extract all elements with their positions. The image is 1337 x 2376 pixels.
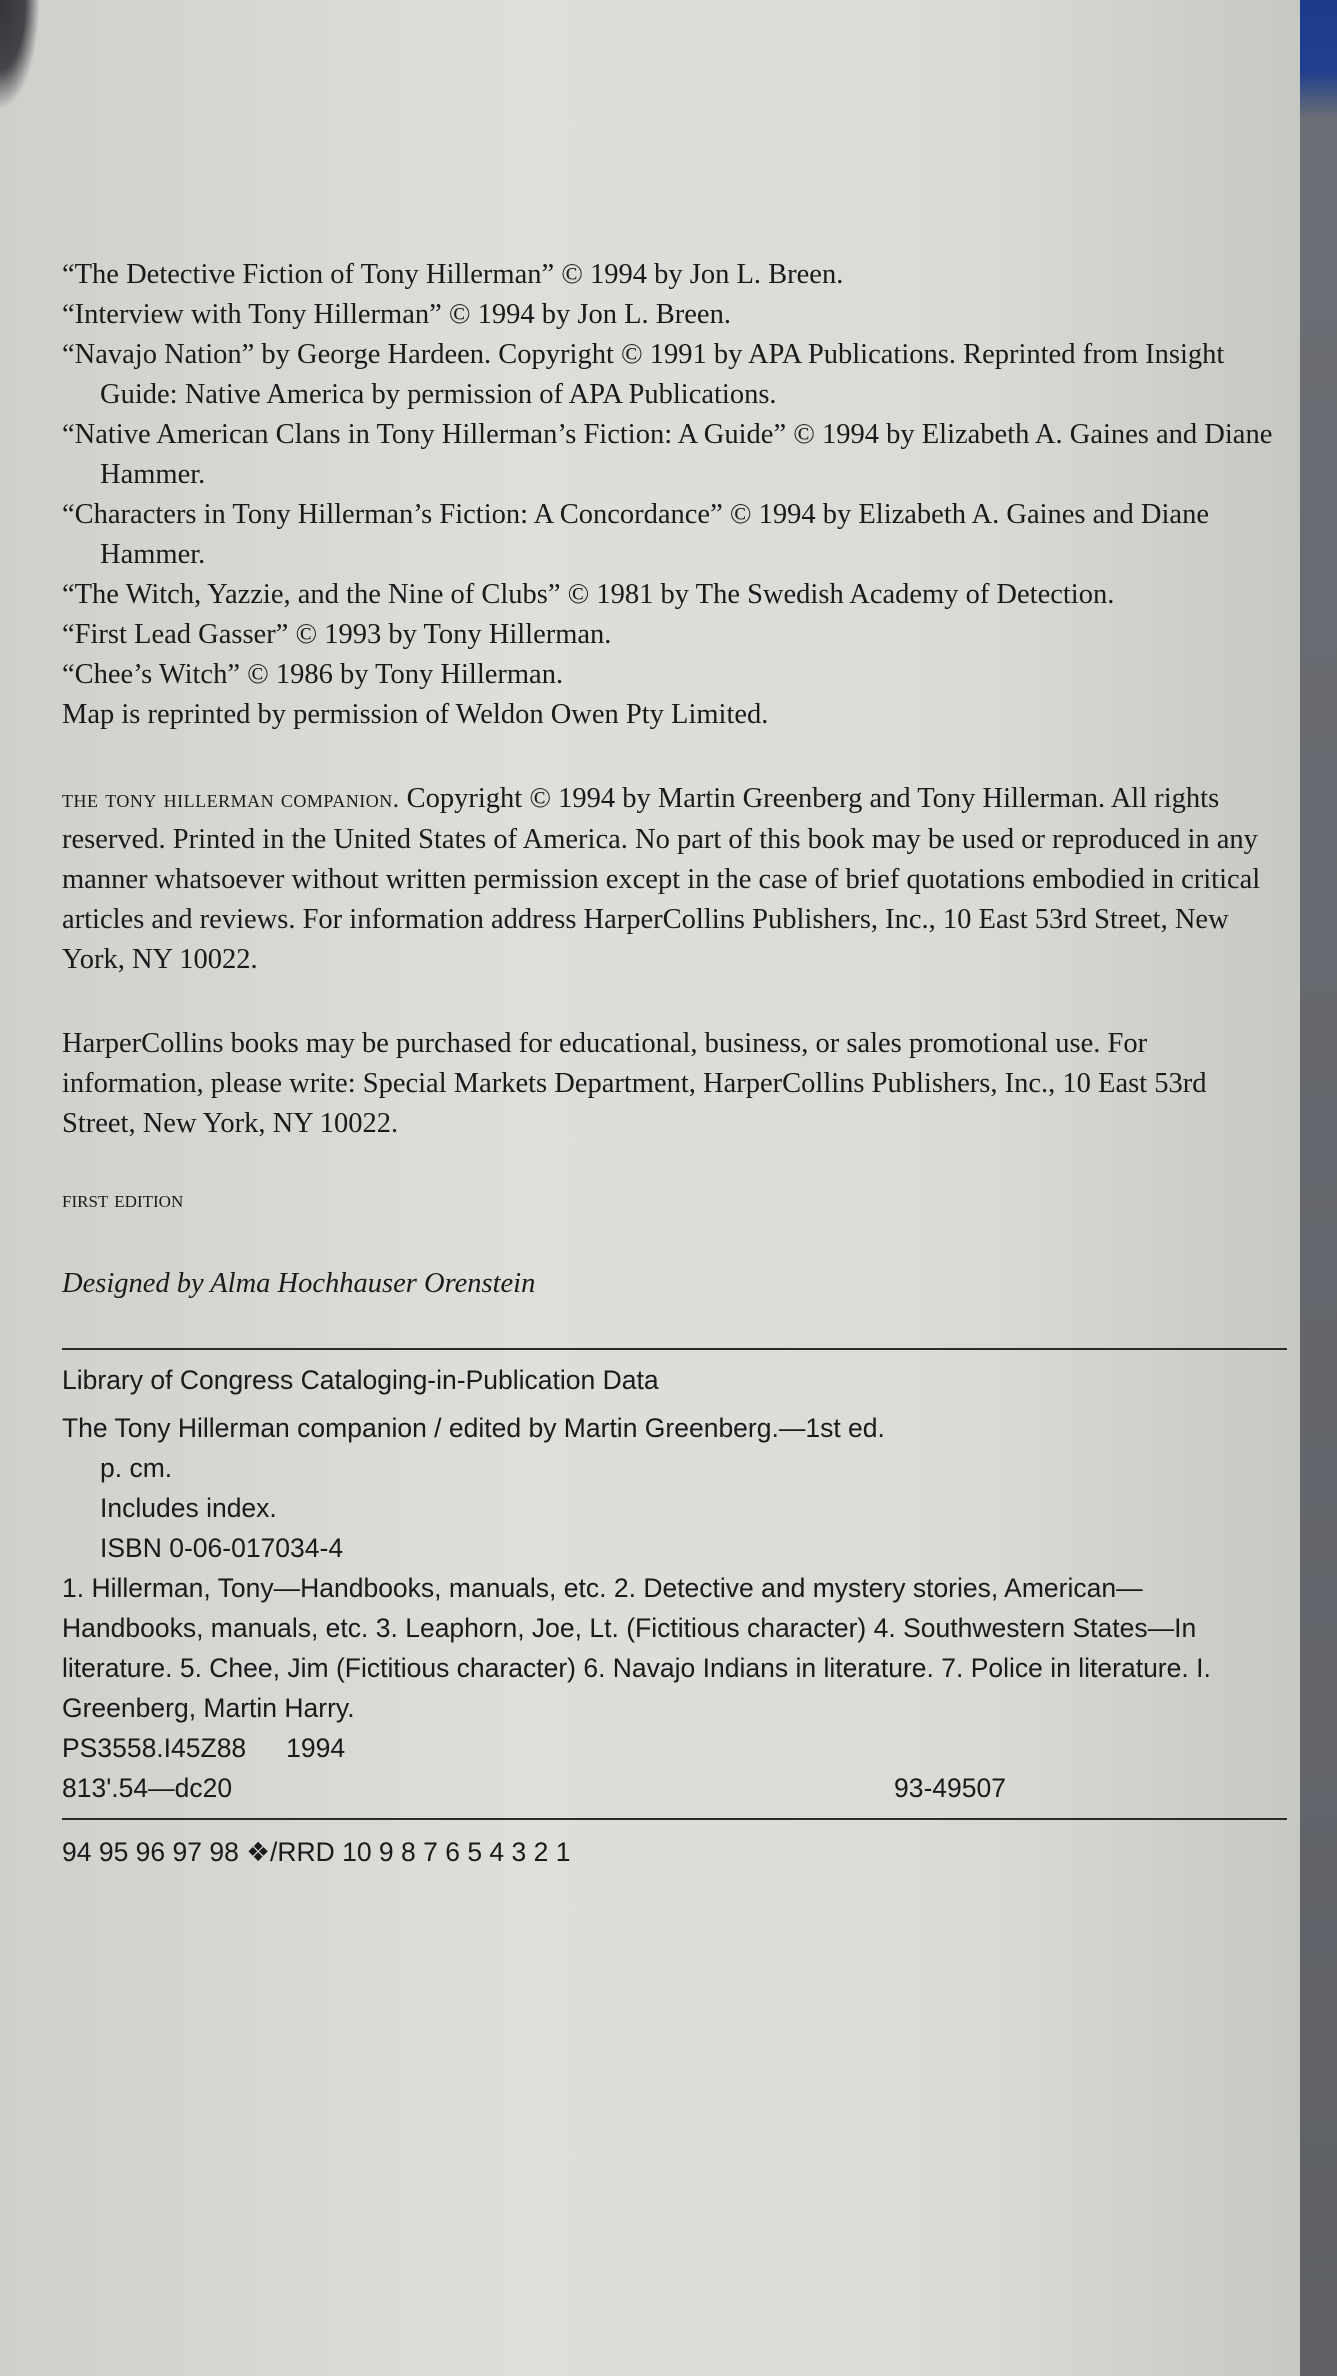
cip-block <box>62 1348 1282 1872</box>
sales-notice: HarperCollins books may be purchased for educational, business, or sales promotional use. For information, please write: Special Markets Department, HarperCollins Publishers, Inc., 10 East 53rd Street, New York, NY 10022. <box>62 1028 1207 1139</box>
cip-top-rule <box>62 1348 1287 1350</box>
cip-index: Includes index. <box>100 1493 277 1523</box>
cip-lccn: 93-49507 <box>894 1773 1006 1803</box>
credit-line: “Characters in Tony Hillerman’s Fiction: A Concordance” © 1994 by Elizabeth A. Gaines and Diane Hammer. <box>62 499 1209 570</box>
credit-line: “Native American Clans in Tony Hillerman’s Fiction: A Guide” © 1994 by Elizabeth A. Gaines and Diane Hammer. <box>62 419 1273 490</box>
designer-credit: Designed by Alma Hochhauser Orenstein <box>62 1268 536 1299</box>
edition-label: first edition <box>62 1187 184 1213</box>
credit-line: “The Witch, Yazzie, and the Nine of Clubs” © 1981 by The Swedish Academy of Detection. <box>62 579 1115 610</box>
page-text <box>62 255 1282 1872</box>
cip-isbn: ISBN 0-06-017034-4 <box>100 1533 344 1563</box>
copyright-notice <box>62 779 1282 980</box>
page-corner-shadow <box>0 0 40 110</box>
credit-line: Map is reprinted by permission of Weldon Owen Pty Limited. <box>62 699 769 730</box>
copyright-text: Copyright © 1994 by Martin Greenberg and Tony Hillerman. All rights reserved. Printed in the United States of America. No part of this book may be used or reproduced in any manner whatsoever without written permission except in the case of brief quotations embodied in critical articles and reviews. For information address HarperCollins Publishers, Inc., 10 East 53rd Street, New York, NY 10022. <box>62 783 1261 975</box>
cip-dewey-row <box>62 1768 1282 1808</box>
credit-line: “Chee’s Witch” © 1986 by Tony Hillerman. <box>62 659 564 690</box>
credit-line: “Navajo Nation” by George Hardeen. Copyright © 1991 by APA Publications. Reprinted from Insight Guide: Native America by permission of APA Publications. <box>62 339 1225 410</box>
cip-bottom-rule <box>62 1818 1287 1820</box>
book-spine-edge <box>1300 0 1337 2376</box>
cip-subjects: 1. Hillerman, Tony—Handbooks, manuals, etc. 2. Detective and mystery stories, American—Handbooks, manuals, etc. 3. Leaphorn, Joe, Lt. (Fictitious character) 4. Southwestern States—In literature. 5. Chee, Jim (Fictitious character) 6. Navajo Indians in literature. 7. Police in literature. I. Greenberg, Martin Harry. <box>62 1573 1211 1723</box>
cip-class-number: PS3558.I45Z88 <box>62 1733 247 1763</box>
cip-dewey: 813'.54—dc20 <box>62 1773 233 1803</box>
credit-line: “The Detective Fiction of Tony Hillerman” © 1994 by Jon L. Breen. <box>62 259 844 290</box>
credit-line: “Interview with Tony Hillerman” © 1994 by Jon L. Breen. <box>62 299 731 330</box>
cip-class-row <box>62 1728 1282 1768</box>
credits-list <box>62 255 1282 735</box>
printing-line: 94 95 96 97 98 ❖/RRD 10 9 8 7 6 5 4 3 2 1 <box>62 1837 571 1867</box>
cip-heading: Library of Congress Cataloging-in-Publication Data <box>62 1365 659 1395</box>
cip-pcm: p. cm. <box>100 1453 173 1483</box>
cip-class-year: 1994 <box>286 1733 346 1763</box>
credit-line: “First Lead Gasser” © 1993 by Tony Hillerman. <box>62 619 612 650</box>
book-title-smallcaps: the tony hillerman companion. <box>62 786 400 813</box>
cip-entry: The Tony Hillerman companion / edited by Martin Greenberg.—1st ed. <box>62 1413 885 1443</box>
